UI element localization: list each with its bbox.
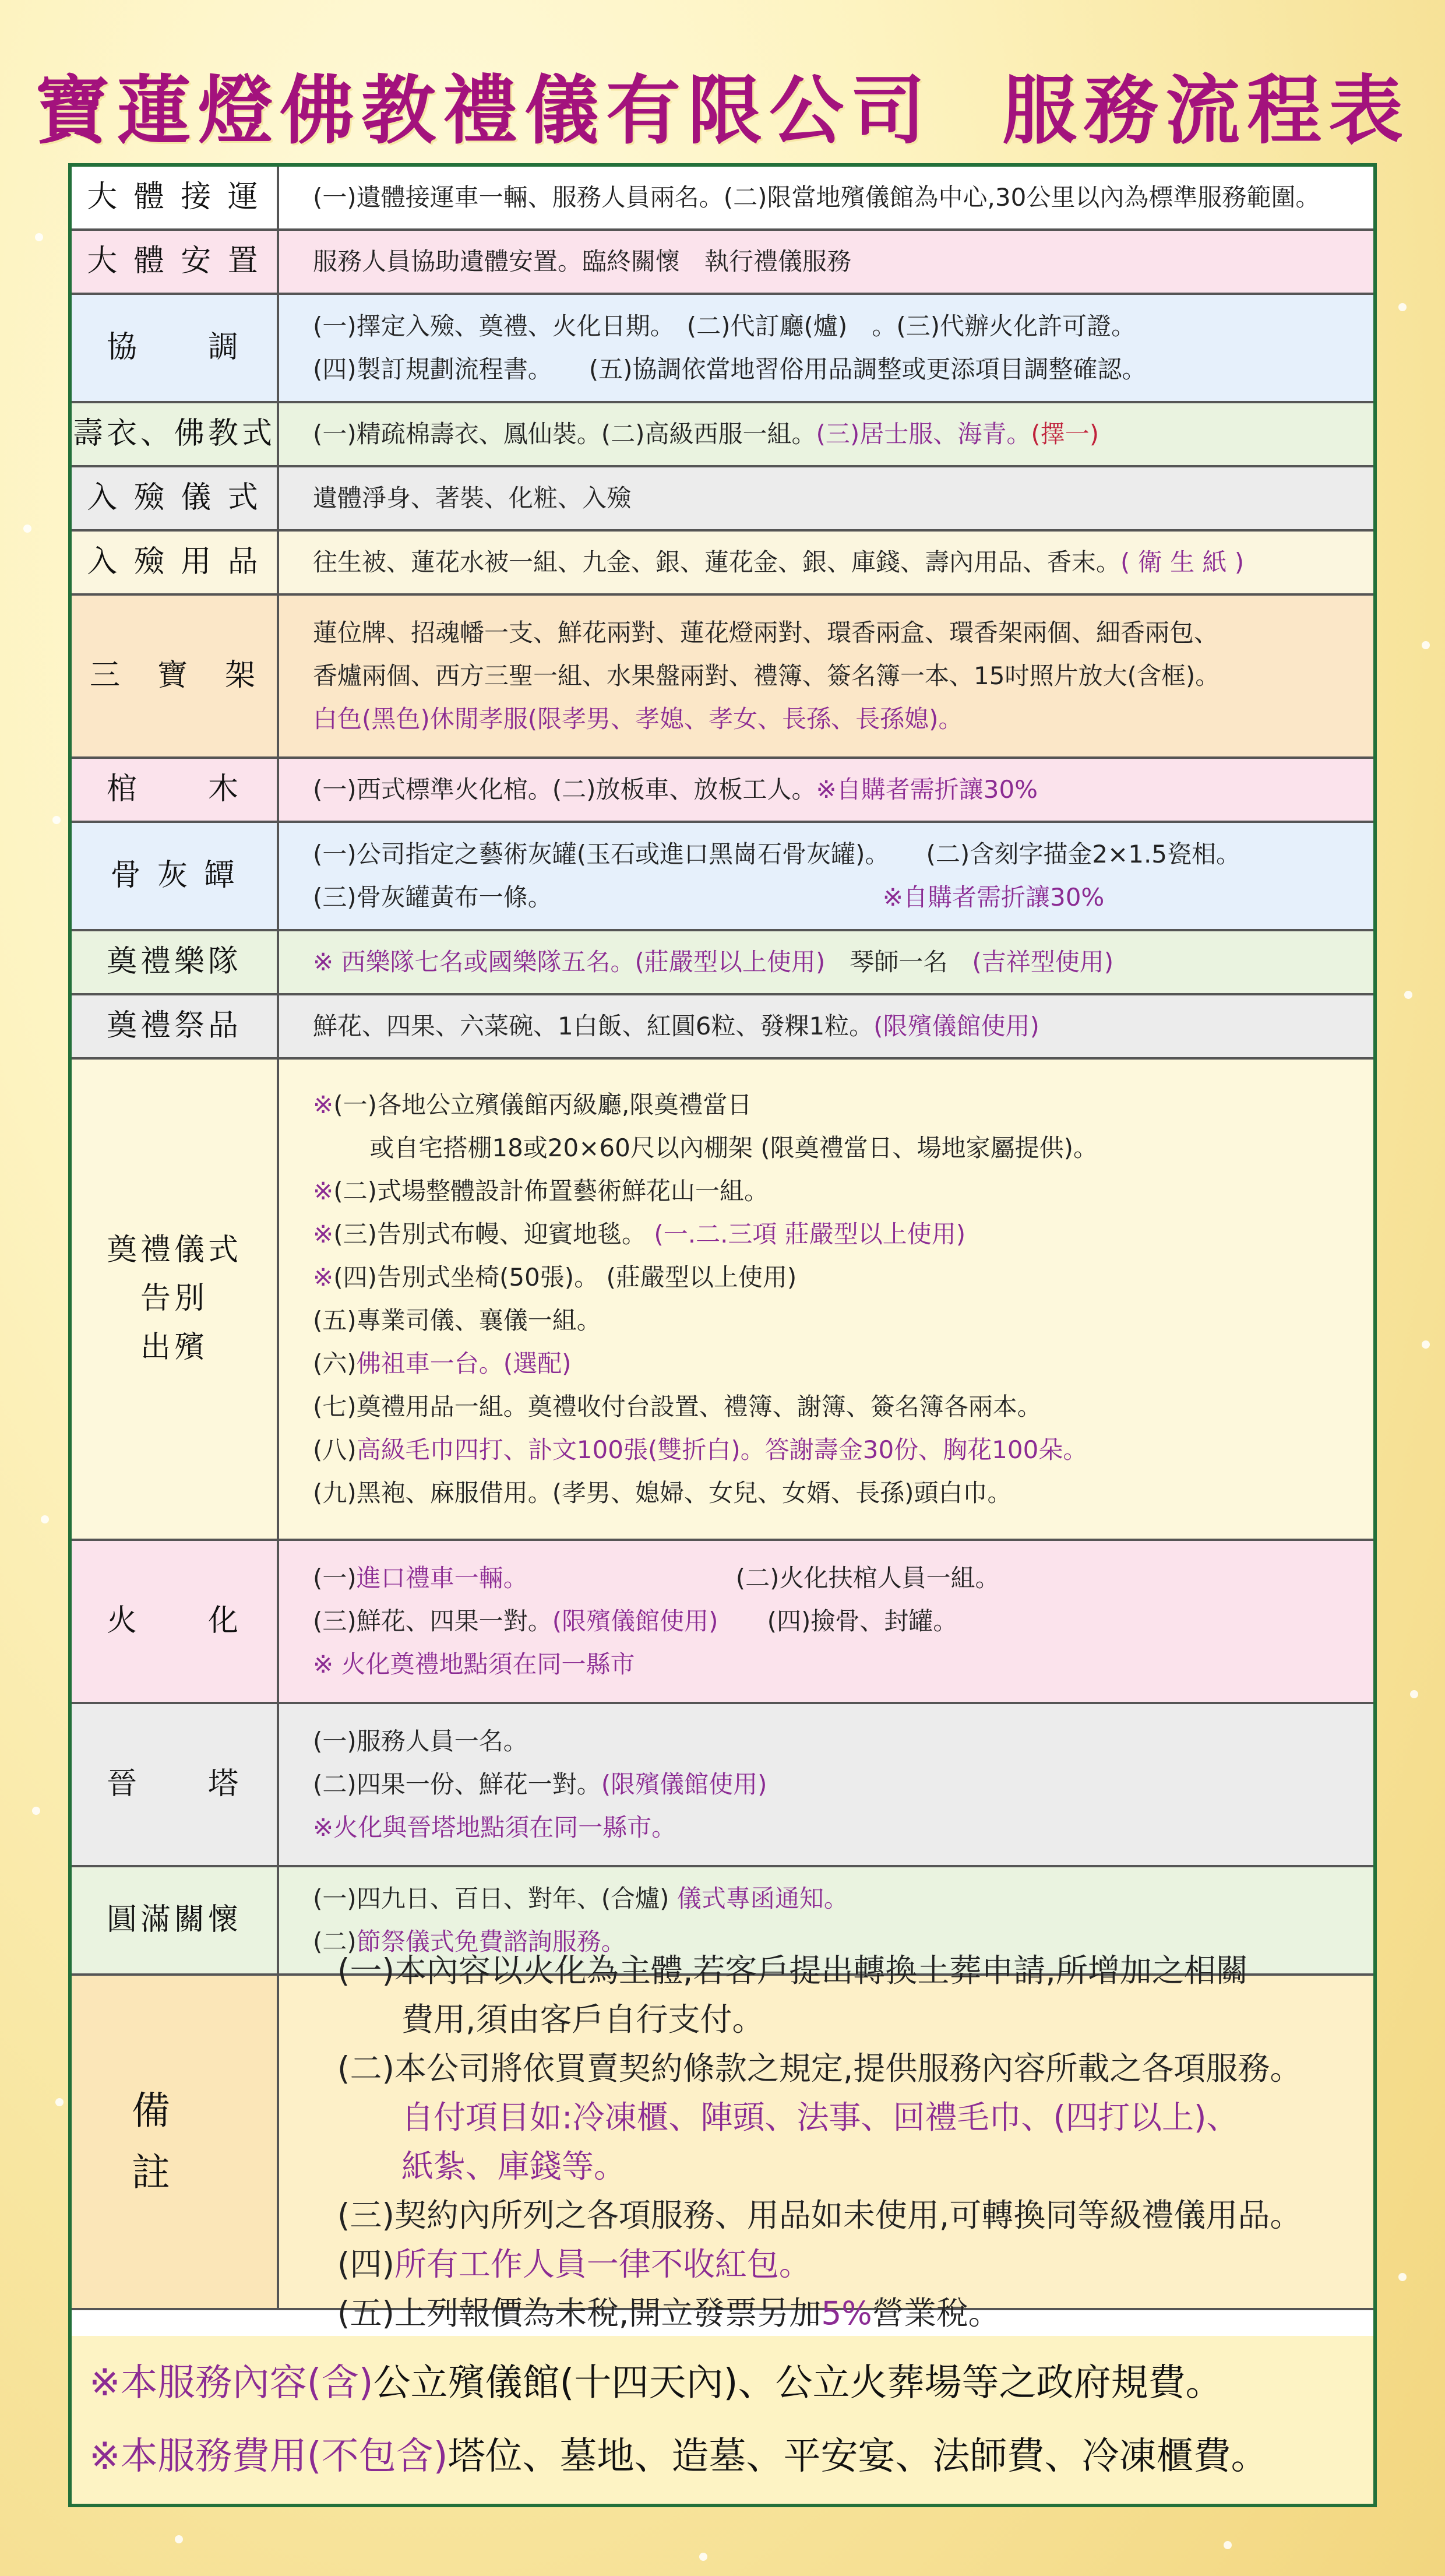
table-row — [72, 167, 1373, 231]
text-segment: (限殯儀館使用) — [873, 1012, 1039, 1040]
row-content — [279, 295, 1373, 401]
table-row — [72, 596, 1373, 759]
content-line — [313, 768, 1362, 811]
row-content — [279, 1541, 1373, 1702]
row-label: 棺 木 — [72, 759, 279, 821]
text-segment: ※ — [313, 1090, 334, 1119]
text-segment: (二) — [313, 1927, 357, 1956]
table-row — [72, 995, 1373, 1060]
text-segment: (四)告別式坐椅(50張)。 (莊嚴型以上使用) — [333, 1263, 797, 1291]
table-row — [72, 1541, 1373, 1704]
row-content — [279, 467, 1373, 529]
text-segment: (限殯儀館使用) — [601, 1770, 767, 1799]
row-content — [279, 231, 1373, 293]
text-segment: (二)式場整體設計佈置藝術鮮花山一組。 — [333, 1177, 769, 1205]
content-line — [337, 2142, 1362, 2191]
text-segment: (一.二.三項 莊嚴型以上使用) — [654, 1220, 966, 1248]
content-line — [313, 654, 1362, 698]
content-line — [337, 1995, 1362, 2044]
content-line — [313, 1083, 1362, 1127]
text-segment: (莊嚴型以上使用) — [635, 948, 826, 976]
text-segment: (一)公司指定之藝術灰罐(玉石或進口黑崗石骨灰罐)。 (二)含刻字描金2×1.5瓷相。 — [313, 840, 1241, 868]
service-table — [68, 163, 1377, 2507]
sparkle-dot — [1422, 1340, 1430, 1349]
content-line — [313, 477, 1362, 520]
content-line — [313, 1877, 1362, 1920]
content-line — [313, 1127, 1362, 1170]
table-row — [72, 403, 1373, 467]
row-label: 奠禮儀式 告別 出殯 — [72, 1060, 279, 1539]
text-segment — [337, 2148, 401, 2185]
row-label: 奠禮樂隊 — [72, 931, 279, 993]
text-segment: 塔位、墓地、造墓、平安宴、法師費、冷凍櫃費。 — [447, 2435, 1268, 2478]
text-segment: ※ — [313, 1177, 334, 1205]
sparkle-dot — [35, 233, 43, 241]
text-segment: (八) — [313, 1435, 357, 1464]
row-label: 壽衣、佛教式 — [72, 403, 279, 465]
table-row — [72, 231, 1373, 295]
text-segment — [337, 2099, 401, 2136]
content-line — [313, 1428, 1362, 1472]
text-segment: (三)告別式布幔、迎賓地毯。 — [333, 1220, 654, 1248]
text-segment: (三)契約內所列之各項服務、用品如未使用,可轉換同等級禮儀用品。 — [337, 2197, 1302, 2234]
text-segment: (一)四九日、百日、對年、(合爐) — [313, 1884, 677, 1913]
text-segment: (一)擇定入殮、奠禮、火化日期。 (二)代訂廳(爐) 。(三)代辦火化許可證。 — [313, 312, 1136, 340]
text-segment: (二)四果一份、鮮花一對。 — [313, 1770, 601, 1799]
footer-notes — [72, 2336, 1373, 2504]
row-content — [279, 1060, 1373, 1539]
text-segment: 營業稅。 — [872, 2295, 1000, 2332]
content-line — [313, 240, 1362, 283]
text-segment: 琴師一名 — [825, 948, 972, 976]
text-segment: 鮮花、四果、六菜碗、1白飯、紅圓6粒、發粿1粒。 — [313, 1012, 874, 1040]
table-row — [72, 532, 1373, 596]
sparkle-dot — [1398, 2273, 1407, 2281]
content-line — [313, 1600, 1362, 1643]
text-segment: 遺體淨身、著裝、化粧、入殮 — [313, 484, 632, 512]
table-row — [72, 467, 1373, 532]
row-content — [279, 532, 1373, 593]
company-name: 寶蓮燈佛教禮儀有限公司 — [35, 67, 933, 154]
row-content — [279, 995, 1373, 1057]
sparkle-dot — [175, 2535, 183, 2543]
text-segment: 或自宅搭棚18或20×60尺以內棚架 (限奠禮當日、場地家屬提供)。 — [313, 1134, 1098, 1162]
text-segment: 白色(黑色)休閒孝服(限孝男、孝媳、孝女、長孫、長孫媳)。 — [313, 705, 963, 733]
row-content — [279, 1704, 1373, 1865]
text-segment: ※本服務費用(不包含) — [89, 2435, 448, 2478]
row-label: 圓滿關懷 — [72, 1867, 279, 1973]
sparkle-dot — [1422, 641, 1430, 649]
row-content — [279, 596, 1373, 756]
sparkle-dot — [41, 1515, 49, 1523]
content-line — [313, 1806, 1362, 1849]
text-segment: (擇一) — [1031, 420, 1099, 448]
text-segment: ※自購者需折讓30% — [882, 883, 1105, 912]
content-line — [313, 698, 1362, 741]
text-segment: (四) — [337, 2246, 394, 2283]
sparkle-dot — [32, 1807, 40, 1815]
content-line — [337, 1946, 1362, 1995]
content-line — [313, 1342, 1362, 1385]
row-content — [279, 167, 1373, 228]
text-segment: (一)西式標準火化棺。(二)放板車、放板工人。 — [313, 775, 816, 804]
text-segment: (三)骨灰罐黃布一條。 — [313, 883, 883, 912]
text-segment: 公立殯儀館(十四天內)、公立火葬場等之政府規費。 — [373, 2362, 1223, 2405]
text-segment: (七)奠禮用品一組。奠禮收付台設置、禮簿、謝簿、簽名簿各兩本。 — [313, 1392, 1042, 1421]
row-label: 協 調 — [72, 295, 279, 401]
table-row — [72, 759, 1373, 823]
content-line — [313, 348, 1362, 391]
table-row — [72, 823, 1373, 931]
table-row — [72, 1704, 1373, 1867]
content-line — [313, 1720, 1362, 1763]
table-row — [72, 931, 1373, 995]
notes-row — [72, 1952, 1373, 2332]
text-segment: (四)撿骨、封罐。 — [718, 1607, 958, 1635]
content-line — [337, 2240, 1362, 2289]
notes-content — [279, 1952, 1373, 2332]
text-segment: 進口禮車一輛。 — [356, 1564, 736, 1592]
sparkle-dot — [699, 2553, 707, 2561]
text-segment: ※自購者需折讓30% — [816, 775, 1038, 804]
content-line — [313, 1170, 1362, 1213]
text-segment: (一)精疏棉壽衣、鳳仙裝。(二)高級西服一組。 — [313, 420, 816, 448]
text-segment: (限殯儀館使用) — [552, 1607, 718, 1635]
text-segment: (六) — [313, 1349, 357, 1378]
text-segment: (一)各地公立殯儀館丙級廳,限奠禮當日 — [333, 1090, 752, 1119]
content-line — [313, 1256, 1362, 1299]
row-label: 大 體 接 運 — [72, 167, 279, 228]
content-line — [89, 2420, 1373, 2493]
content-line — [313, 1385, 1362, 1428]
row-label: 火 化 — [72, 1541, 279, 1702]
sparkle-dot — [1404, 991, 1412, 999]
content-line — [89, 2346, 1373, 2420]
text-segment: (一)本內容以火化為主體,若客戶提出轉換土葬申請,所增加之相關 — [337, 1952, 1248, 1989]
content-line — [313, 541, 1362, 584]
text-segment: (五)專業司儀、襄儀一組。 — [313, 1306, 601, 1335]
content-line — [313, 1763, 1362, 1806]
text-segment: ※ 火化奠禮地點須在同一縣市 — [313, 1650, 635, 1678]
text-segment: ※ 西樂隊七名或國樂隊五名。 — [313, 948, 635, 976]
text-segment: 紙紮、庫錢等。 — [401, 2148, 626, 2185]
row-label: 骨 灰 罈 — [72, 823, 279, 929]
content-line — [313, 1213, 1362, 1256]
text-segment: (吉祥型使用) — [972, 948, 1114, 976]
content-line — [313, 833, 1362, 876]
table-row — [72, 1060, 1373, 1541]
text-segment: 蓮位牌、招魂幡一支、鮮花兩對、蓮花燈兩對、環香兩盒、環香架兩個、細香兩包、 — [313, 618, 1219, 647]
sparkle-dot — [23, 525, 31, 533]
text-segment: 香爐兩個、西方三聖一組、水果盤兩對、禮簿、簽名簿一本、15吋照片放大(含框)。 — [313, 661, 1220, 690]
text-segment: (一) — [313, 1564, 357, 1592]
content-line — [313, 176, 1362, 219]
text-segment: (二)火化扶棺人員一組。 — [735, 1564, 1000, 1592]
text-segment: 節祭儀式免費諮詢服務。 — [356, 1927, 626, 1956]
content-line — [337, 2044, 1362, 2093]
text-segment: 往生被、蓮花水被一組、九金、銀、蓮花金、銀、庫錢、壽內用品、香末。 — [313, 548, 1121, 576]
document-title: 服務流程表 — [1002, 67, 1411, 154]
text-segment: ※本服務內容(含) — [89, 2362, 373, 2405]
text-segment: (一)遺體接運車一輛、服務人員兩名。(二)限當地殯儀館為中心,30公里以內為標準服務範圍。 — [313, 183, 1320, 212]
content-line — [313, 1557, 1362, 1600]
sparkle-dot — [52, 816, 61, 824]
row-content — [279, 823, 1373, 929]
content-line — [313, 1643, 1362, 1686]
row-label: 三 寶 架 — [72, 596, 279, 756]
content-line — [337, 2093, 1362, 2142]
text-segment: 自付項目如:冷凍櫃、陣頭、法事、回禮毛巾、(四打以上)、 — [401, 2099, 1239, 2136]
content-line — [313, 1472, 1362, 1515]
text-segment: ※ — [313, 1263, 334, 1291]
content-line — [313, 611, 1362, 654]
content-line — [313, 876, 1362, 919]
row-label: 入 殮 儀 式 — [72, 467, 279, 529]
sparkle-dot — [1224, 2541, 1232, 2549]
text-segment: 所有工作人員一律不收紅包。 — [394, 2246, 811, 2283]
content-line — [313, 1005, 1362, 1048]
content-line — [313, 941, 1362, 984]
table-row — [72, 295, 1373, 403]
page-title — [0, 55, 1445, 166]
sparkle-dot — [1410, 1690, 1418, 1698]
text-segment: 費用,須由客戶自行支付。 — [337, 2001, 764, 2038]
text-segment: ※火化與晉塔地點須在同一縣市。 — [313, 1813, 676, 1842]
text-segment: (三)居士服、海青。 — [816, 420, 1031, 448]
row-label: 奠禮祭品 — [72, 995, 279, 1057]
text-segment: (一)服務人員一名。 — [313, 1727, 528, 1755]
row-content — [279, 931, 1373, 993]
content-line — [313, 1299, 1362, 1342]
row-content — [279, 759, 1373, 821]
row-label: 晉 塔 — [72, 1704, 279, 1865]
text-segment: ※ — [313, 1220, 334, 1248]
text-segment: (二)本公司將依買賣契約條款之規定,提供服務內容所載之各項服務。 — [337, 2050, 1302, 2087]
text-segment: ( 衛 生 紙 ) — [1120, 548, 1245, 576]
text-segment: (四)製訂規劃流程書。 (五)協調依當地習俗用品調整或更添項目調整確認。 — [313, 355, 1147, 383]
row-content — [279, 403, 1373, 465]
text-segment: 儀式專函通知。 — [676, 1884, 848, 1913]
text-segment: (三)鮮花、四果一對。 — [313, 1607, 552, 1635]
content-line — [337, 2191, 1362, 2240]
content-line — [337, 2289, 1362, 2338]
sparkle-dot — [55, 2098, 64, 2106]
notes-label: 備 註 — [72, 1976, 279, 2308]
text-segment: 服務人員協助遺體安置。臨終關懷 執行禮儀服務 — [313, 247, 852, 276]
text-segment: (五)上列報價為未稅,開立發票另加 — [337, 2295, 822, 2332]
content-line — [313, 413, 1362, 456]
text-segment: 佛祖車一台。(選配) — [356, 1349, 572, 1378]
sparkle-dot — [1398, 303, 1407, 311]
row-label: 入 殮 用 品 — [72, 532, 279, 593]
text-segment: 高級毛巾四打、訃文100張(雙折白)。答謝壽金30份、胸花100朵。 — [356, 1435, 1088, 1464]
content-line — [313, 305, 1362, 348]
text-segment: 5% — [821, 2295, 872, 2332]
text-segment: (九)黑袍、麻服借用。(孝男、媳婦、女兒、女婿、長孫)頭白巾。 — [313, 1479, 1012, 1507]
row-label: 大 體 安 置 — [72, 231, 279, 293]
